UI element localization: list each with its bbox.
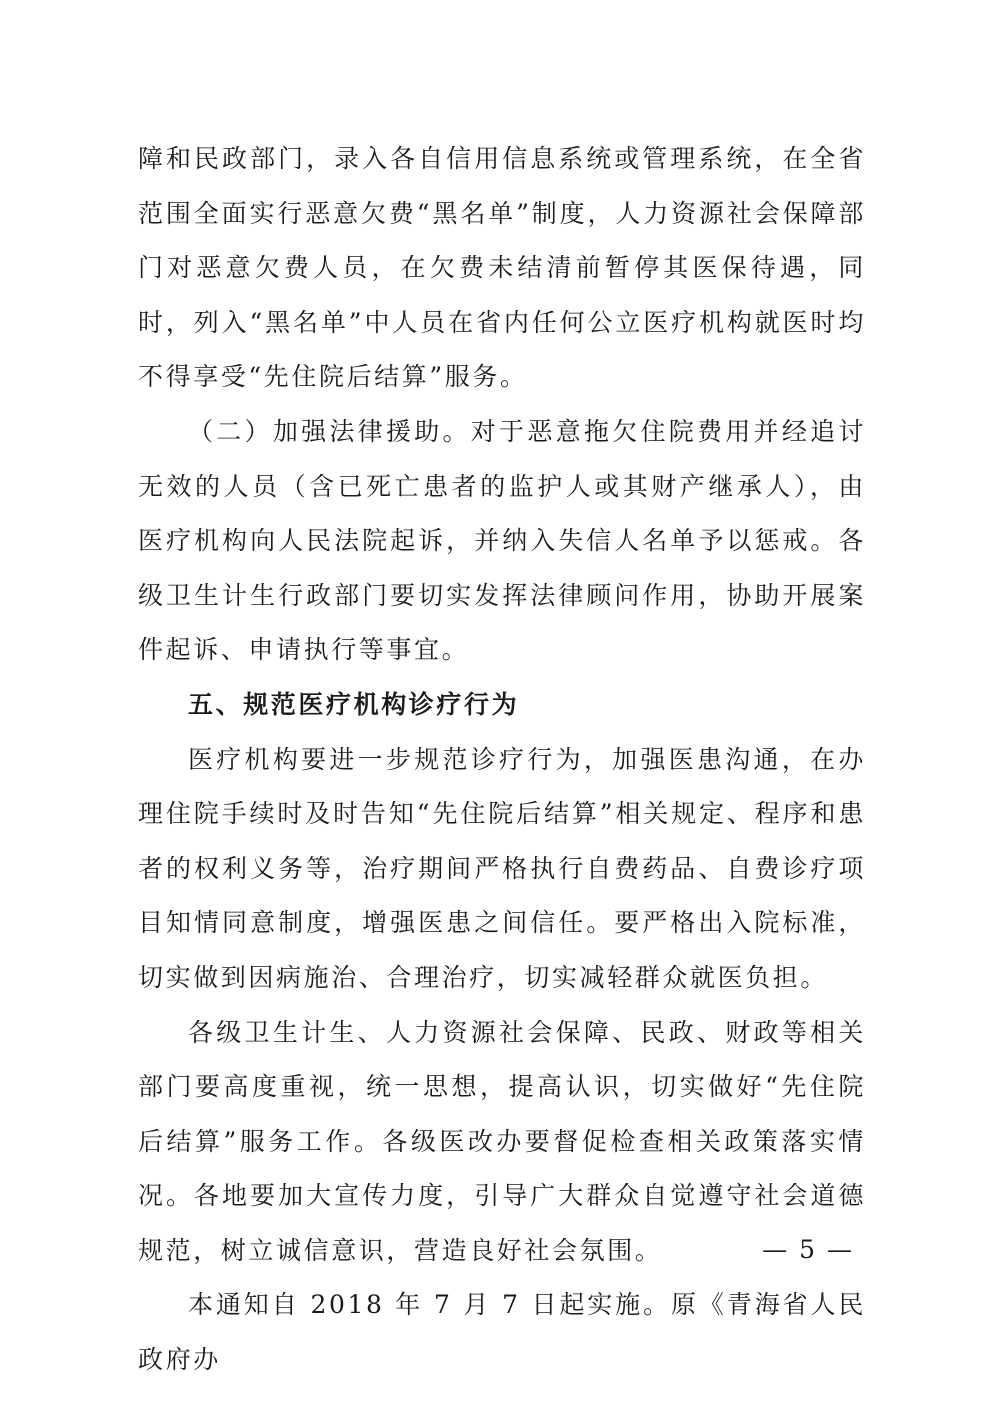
paragraph-medical-conduct: 医疗机构要进一步规范诊疗行为，加强医患沟通，在办理住院手续时及时告知“先住院后结算”相关规定、程序和患者的权利义务等，治疗期间严格执行自费药品、自费诊疗项目知情同意制度，增强医患之间信任。要严格出入院标准，切实做到因病施治、合理治疗，切实减轻群众就医负担。: [138, 744, 866, 992]
section-heading-five: 五、规范医疗机构诊疗行为: [188, 689, 520, 719]
paragraph-departments: 各级卫生计生、人力资源社会保障、民政、财政等相关部门要高度重视，统一思想，提高认识，切实做好“先住院后结算”服务工作。各级医改办要督促检查相关政策落实情况。各地要加大宣传力度，引导广大群众自觉遵守社会道德规范，树立诚信意识，营造良好社会氛围。: [138, 1017, 866, 1265]
page-number: — 5 —: [762, 1235, 854, 1264]
paragraph-effective-date: 本通知自 2018 年 7 月 7 日起实施。原《青海省人民政府办: [138, 1290, 866, 1375]
paragraph-blacklist-continuation: 障和民政部门，录入各自信用信息系统或管理系统，在全省范围全面实行恶意欠费“黑名单”制度，人力资源社会保障部门对恶意欠费人员，在欠费未结清前暂停其医保待遇，同时，列入“黑名单”中人员在省内任何公立医疗机构就医时均不得享受“先住院后结算”服务。: [138, 144, 866, 392]
paragraph-legal-aid: （二）加强法律援助。对于恶意拖欠住院费用并经追讨无效的人员（含已死亡患者的监护人或其财产继承人），由医疗机构向人民法院起诉，并纳入失信人名单予以惩戒。各级卫生计生行政部门要切实发挥法律顾问作用，协助开展案件起诉、申请执行等事宜。: [138, 416, 866, 665]
document-body: [138, 132, 866, 1388]
